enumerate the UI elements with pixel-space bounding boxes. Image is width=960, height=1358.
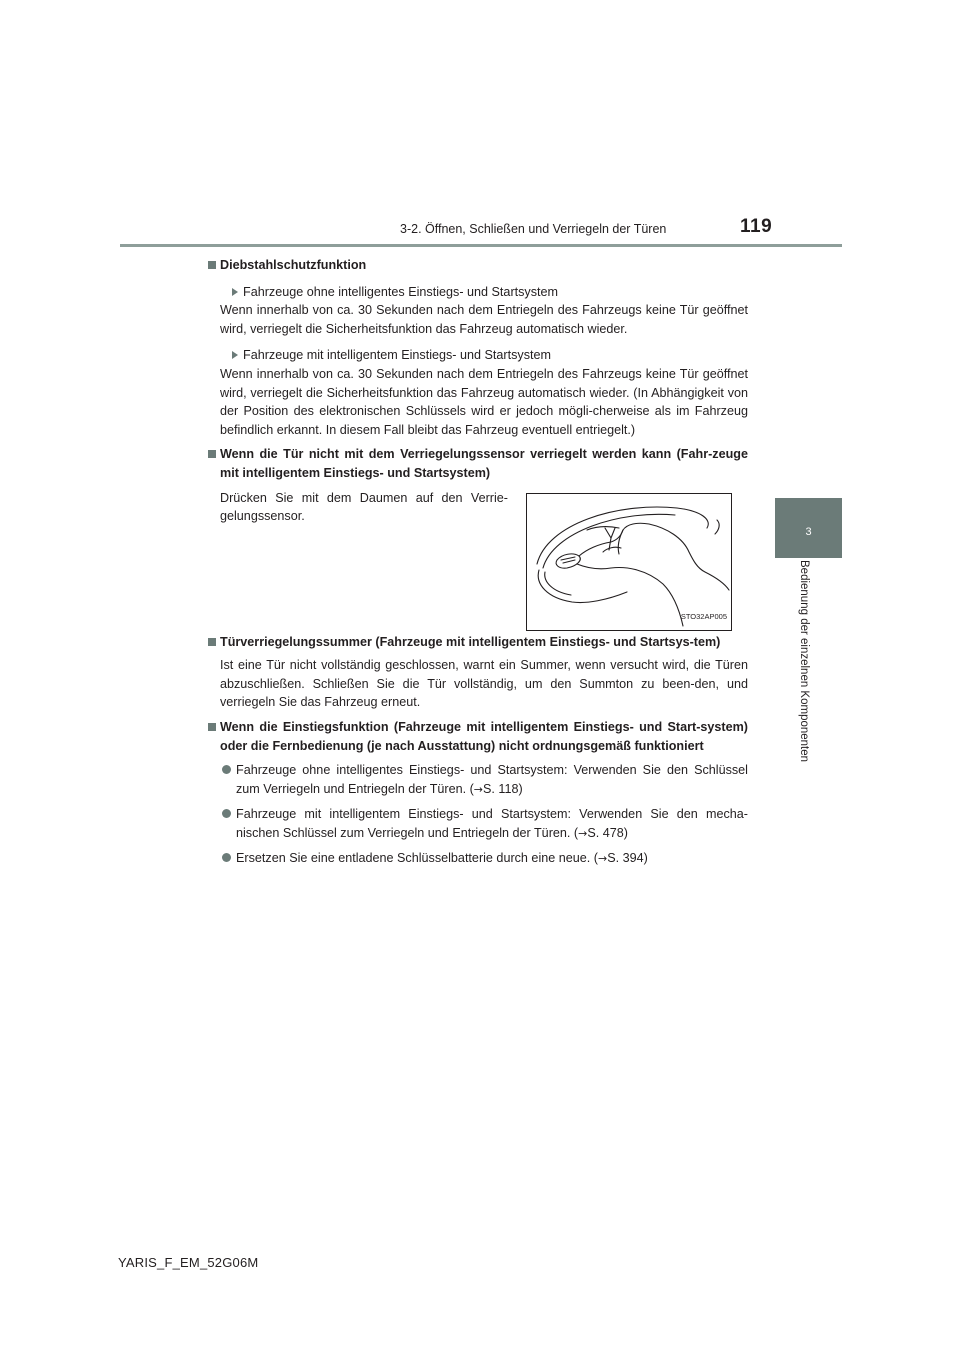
paragraph: Drücken Sie mit dem Daumen auf den Verrie-gelungssensor.	[220, 490, 508, 524]
square-bullet-icon	[208, 723, 216, 731]
page-content	[208, 256, 748, 869]
document-code: YARIS_F_EM_52G06M	[118, 1255, 259, 1270]
round-bullet-icon	[222, 853, 231, 862]
door-handle-illustration	[526, 493, 732, 631]
square-bullet-icon	[208, 450, 216, 458]
list-item: Fahrzeuge ohne intelligentes Einstiegs- und Startsystem: Verwenden Sie den Schlüssel zum Verriegeln und Entriegeln der Türen. (→S. 118)	[208, 761, 748, 799]
chapter-label: Bedienung der einzelnen Komponenten	[798, 560, 810, 763]
section-heading-malfunction: Wenn die Einstiegsfunktion (Fahrzeuge mit intelligentem Einstiegs- und Start-system) oder die Fernbedienung (je nach Ausstattung) nicht ordnungsgemäß funktioniert	[208, 718, 748, 755]
round-bullet-icon	[222, 765, 231, 774]
section-heading-theft: Diebstahlschutzfunktion	[208, 256, 748, 275]
page-reference-link[interactable]: S. 394)	[607, 851, 648, 866]
figure-row	[208, 489, 748, 627]
square-bullet-icon	[208, 261, 216, 269]
section-heading-buzzer: Türverriegelungssummer (Fahrzeuge mit intelligentem Einstiegs- und Startsys-tem)	[208, 633, 748, 652]
page-reference-link[interactable]: S. 478)	[587, 825, 628, 840]
page-reference-link[interactable]: S. 118)	[483, 781, 523, 796]
arrow-right-icon: →	[473, 782, 483, 796]
arrow-right-icon: →	[578, 826, 588, 840]
list-item: Fahrzeuge mit intelligentem Einstiegs- und Startsystem: Verwenden Sie den mecha-nischen Schlüssel zum Verriegeln und Entriegeln der Türen. (→S. 478)	[208, 805, 748, 843]
section-title: 3-2. Öffnen, Schließen und Verriegeln der Türen	[400, 222, 667, 236]
subheading: Fahrzeuge ohne intelligentes Einstiegs- und Startsystem	[208, 283, 748, 302]
paragraph: Wenn innerhalb von ca. 30 Sekunden nach dem Entriegeln des Fahrzeugs keine Tür geöffnet wird, verriegelt die Sicherheitsfunktion das Fahrzeug automatisch wieder.	[220, 303, 748, 336]
header-rule	[120, 244, 842, 247]
paragraph: Ist eine Tür nicht vollständig geschlossen, warnt ein Summer, wenn versucht wird, die Türen abzuschließen. Schließen Sie die Tür vollständig, um den Summton zu been-den, und verriegeln Sie das Fahrzeug erneut.	[220, 658, 748, 710]
subheading: Fahrzeuge mit intelligentem Einstiegs- und Startsystem	[208, 346, 748, 365]
figure-code: STO32AP005	[680, 611, 727, 621]
list-item: Ersetzen Sie eine entladene Schlüsselbatterie durch eine neue. (→S. 394)	[208, 849, 748, 869]
page-number: 119	[740, 216, 773, 237]
paragraph: Wenn innerhalb von ca. 30 Sekunden nach dem Entriegeln des Fahrzeugs keine Tür geöffnet wird, verriegelt die Sicherheitsfunktion das Fahrzeug automatisch wieder. (In Abhängigkeit von der Position des elektronischen Schlüssels wird er jedoch mögli-cherweise als im Fahrzeug befindlich erkannt. In diesem Fall bleibt das Fahrzeug eventuell entriegelt.)	[220, 366, 748, 437]
triangle-marker-icon	[232, 351, 238, 359]
triangle-marker-icon	[232, 288, 238, 296]
square-bullet-icon	[208, 638, 216, 646]
chapter-tab	[775, 498, 842, 558]
section-heading-sensor: Wenn die Tür nicht mit dem Verriegelungssensor verriegelt werden kann (Fahr-zeuge mit intelligentem Einstiegs- und Startsystem)	[208, 445, 748, 482]
arrow-right-icon: →	[597, 852, 608, 866]
round-bullet-icon	[222, 809, 231, 818]
chapter-number: 3	[805, 526, 812, 538]
